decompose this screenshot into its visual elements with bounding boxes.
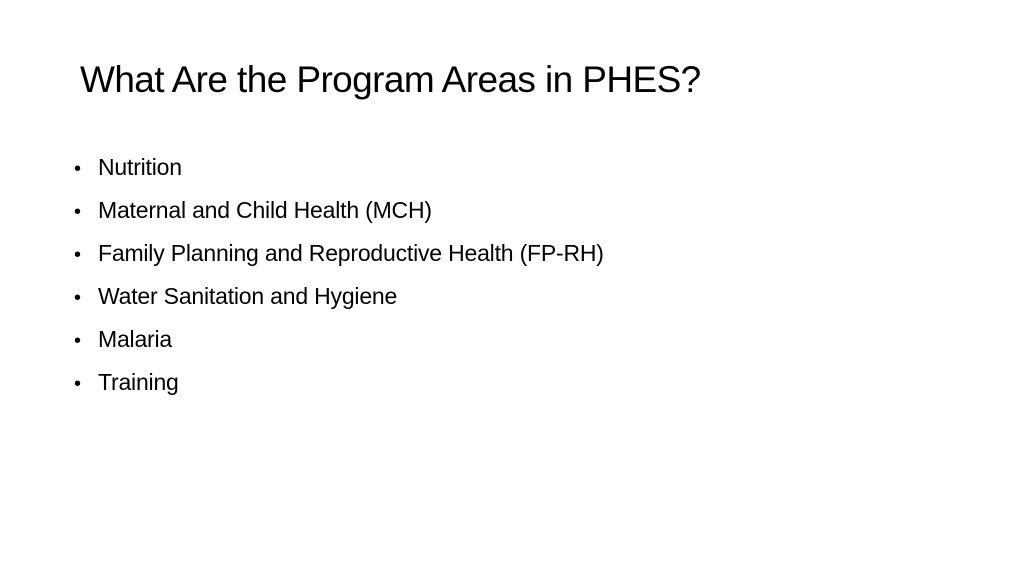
bullet-icon: • (74, 201, 81, 223)
bullet-list (74, 154, 604, 412)
bullet-text: Family Planning and Reproductive Health (FP-RH) (98, 240, 604, 266)
bullet-text: Maternal and Child Health (MCH) (98, 197, 432, 223)
bullet-item-wash (74, 283, 604, 326)
bullet-icon: • (74, 330, 81, 352)
bullet-item-fp-rh (74, 240, 604, 283)
bullet-text: Training (98, 369, 179, 395)
slide-title: What Are the Program Areas in PHES? (80, 59, 701, 100)
bullet-text: Nutrition (98, 154, 182, 180)
bullet-item-nutrition (74, 154, 604, 197)
bullet-text: Malaria (98, 326, 173, 352)
bullet-icon: • (74, 158, 81, 180)
bullet-icon: • (74, 373, 81, 395)
bullet-icon: • (74, 287, 81, 309)
bullet-icon: • (74, 244, 81, 266)
bullet-item-malaria (74, 326, 604, 369)
bullet-item-training (74, 369, 604, 412)
bullet-text: Water Sanitation and Hygiene (98, 283, 398, 309)
bullet-item-mch (74, 197, 604, 240)
